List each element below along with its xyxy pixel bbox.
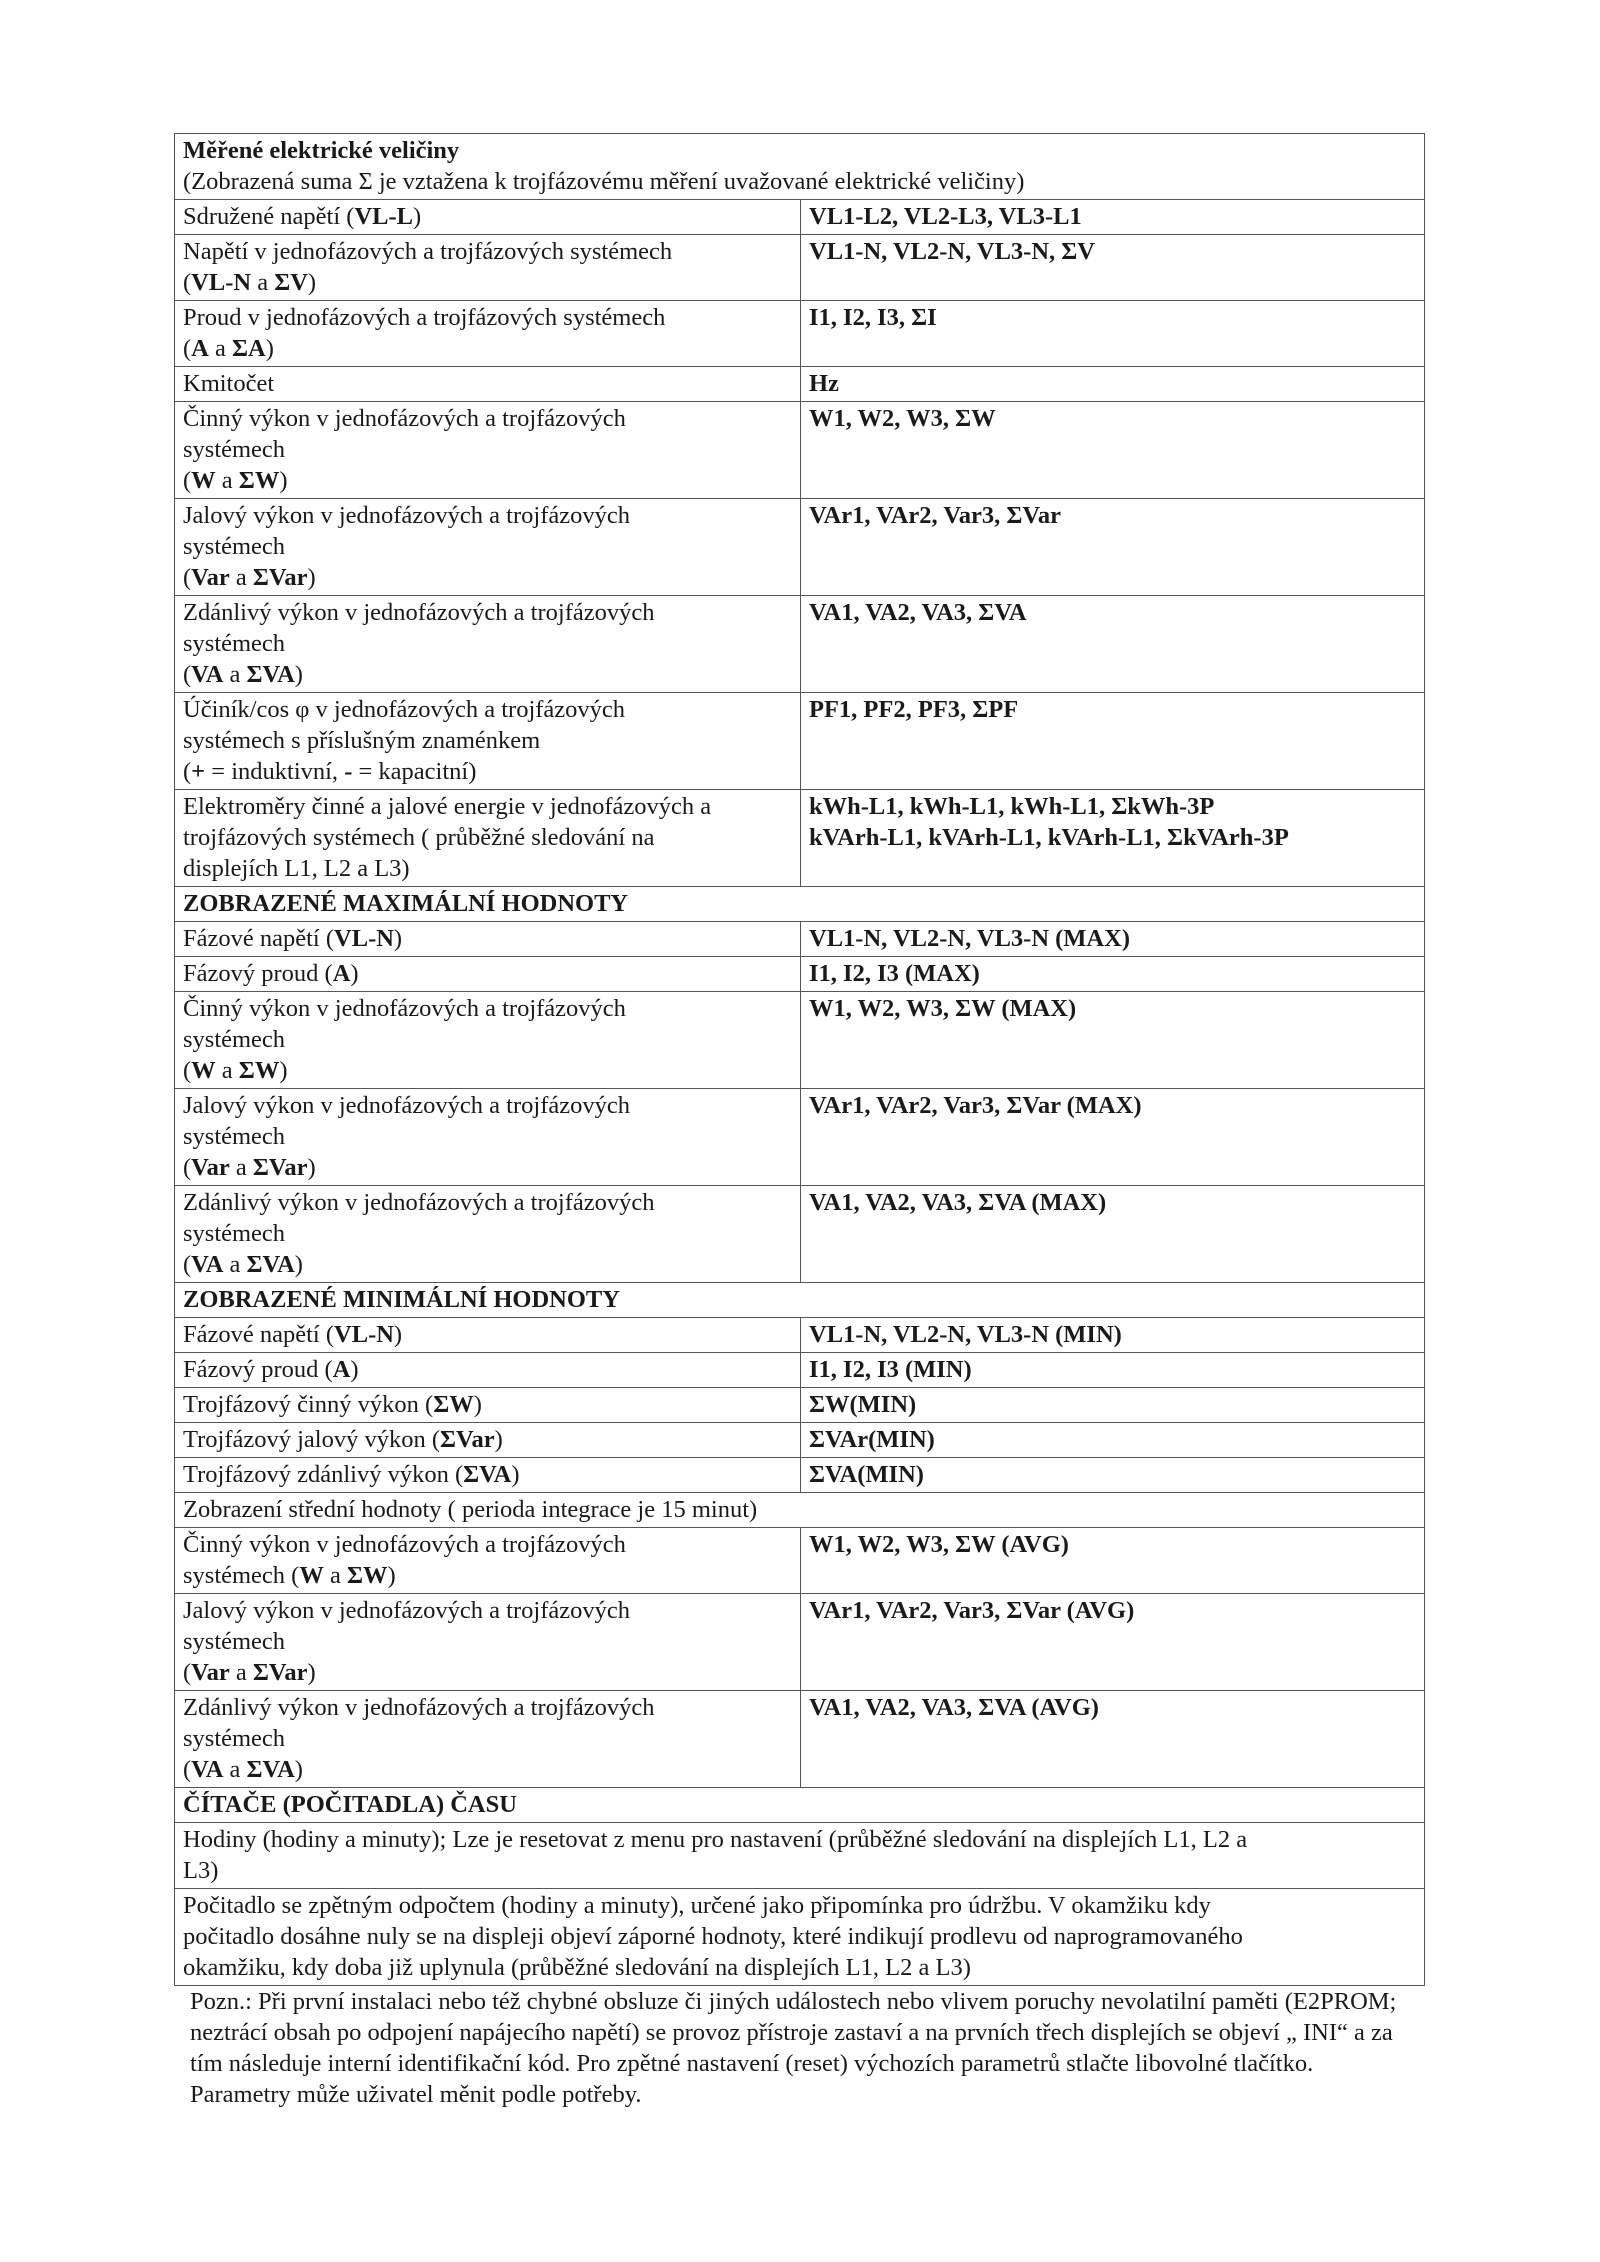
quantity-label-text: ) [350,1356,359,1383]
quantity-label-text: ) [279,1057,288,1084]
quantity-symbol: W [191,1057,216,1084]
quantity-label-text: a [323,1562,347,1589]
table-row [175,1089,1425,1186]
section-heading-avg [175,1493,1425,1528]
quantity-symbol: ΣV [274,269,308,296]
quantity-label-cell [175,235,801,301]
quantity-label-text: Činný výkon v jednofázových a trojfázových systémech ( [183,405,626,494]
quantity-symbol: VA [191,1251,224,1278]
quantity-label-text: a [229,1659,253,1686]
quantity-label-cell [175,1186,801,1283]
quantity-label-text: Proud v jednofázových a trojfázových systémech ( [183,304,666,362]
quantity-symbol: VL-N [334,1321,394,1348]
quantity-label-text: Kmitočet [183,370,275,397]
section-heading-min [175,1283,1425,1318]
header-row [175,134,1425,200]
quantity-symbol: A [191,335,209,362]
quantity-label-text: Trojfázový činný výkon ( [183,1391,434,1418]
quantity-label-text: Zdánlivý výkon v jednofázových a trojfázových systémech ( [183,599,655,688]
header-cell [175,134,1425,200]
quantity-label-text: Trojfázový zdánlivý výkon ( [183,1461,464,1488]
quantity-label-text: ) [307,269,317,296]
quantity-label-cell [175,1089,801,1186]
table-row [175,402,1425,499]
quantity-label-cell [175,1691,801,1788]
quantity-label-cell [175,922,801,957]
quantity-label-cell [175,1353,801,1388]
quantity-symbol: ΣVA [246,1251,295,1278]
section-heading-counters-cell: ČÍTAČE (POČITADLA) ČASU [175,1788,1425,1823]
quantity-label-text: ) [387,1562,396,1589]
quantity-label-text: Zdánlivý výkon v jednofázových a trojfázových systémech ( [183,1189,655,1278]
quantity-label-text: ) [494,1426,503,1453]
quantity-symbol: + [191,758,206,785]
quantity-label-cell [175,1318,801,1353]
quantity-label-text: Jalový výkon v jednofázových a trojfázových systémech ( [183,1597,630,1686]
table-row [175,200,1425,235]
quantity-label-cell [175,499,801,596]
table-row [175,235,1425,301]
quantity-label-cell [175,1388,801,1423]
quantity-value-cell: VA1, VA2, VA3, ΣVA (AVG) [801,1691,1425,1788]
quantity-label-text: a [215,1057,239,1084]
quantity-label-text: ) [393,925,403,952]
counter-description-cell: Počitadlo se zpětným odpočtem (hodiny a minuty), určené jako připomínka pro údržbu. V okamžiku kdy počitadlo dosáhne nuly se na displeji objeví záporné hodnoty, které indikují prodlevu od naprogramovaného okamžiku, kdy doba již uplynula (průběžné sledování na displejích L1, L2 a L3) [175,1889,1425,1986]
section-heading-max [175,887,1425,922]
quantity-label-text: Činný výkon v jednofázových a trojfázových systémech ( [183,995,626,1084]
quantity-symbol: ΣW [238,1057,280,1084]
quantity-label-text: Fázový proud ( [183,960,333,987]
quantity-label-cell [175,402,801,499]
table-row [175,790,1425,887]
table-row [175,1388,1425,1423]
table-row [175,596,1425,693]
table-row [175,1423,1425,1458]
quantity-label-text: = kapacitní) [352,758,477,785]
quantity-value-cell: ΣVA(MIN) [801,1458,1425,1493]
quantity-symbol: Var [191,1154,230,1181]
table-row [175,1353,1425,1388]
quantity-label-cell [175,596,801,693]
table-row [175,1594,1425,1691]
quantity-value-cell: ΣW(MIN) [801,1388,1425,1423]
quantity-symbol: ΣVar [252,564,308,591]
quantity-value-cell: W1, W2, W3, ΣW [801,402,1425,499]
quantity-value-cell: I1, I2, I3, ΣI [801,301,1425,367]
table-row [175,693,1425,790]
quantity-symbol: W [191,467,216,494]
quantity-label-text: ) [307,564,316,591]
table-row [175,1186,1425,1283]
table-row [175,992,1425,1089]
quantity-label-text: a [208,335,232,362]
quantity-label-text: Fázové napětí ( [183,925,335,952]
quantity-label-text: ) [294,1756,303,1783]
quantity-label-text: Jalový výkon v jednofázových a trojfázových systémech ( [183,502,630,591]
quantity-symbol: W [299,1562,324,1589]
quantity-label-text: a [223,1756,247,1783]
quantity-label-cell [175,957,801,992]
section-heading-avg-cell: Zobrazení střední hodnoty ( perioda integrace je 15 minut) [175,1493,1425,1528]
section-heading-counters [175,1788,1425,1823]
counter-description-cell: Hodiny (hodiny a minuty); Lze je resetovat z menu pro nastavení (průběžné sledování na displejích L1, L2 a L3) [175,1823,1425,1889]
quantity-label-text: a [223,661,247,688]
quantity-symbol: VA [191,1756,224,1783]
quantity-value-cell: VL1-L2, VL2-L3, VL3-L1 [801,200,1425,235]
quantity-label-text: ) [412,203,422,230]
quantity-value-cell: W1, W2, W3, ΣW (MAX) [801,992,1425,1089]
quantity-symbol: ΣVar [252,1154,308,1181]
quantity-label-text: a [215,467,239,494]
table-row [175,499,1425,596]
quantity-label-text: Sdružené napětí ( [183,203,355,230]
quantity-label-text: Zdánlivý výkon v jednofázových a trojfázových systémech ( [183,1694,655,1783]
quantity-symbol: ΣW [433,1391,474,1418]
quantity-label-text: Jalový výkon v jednofázových a trojfázových systémech ( [183,1092,630,1181]
quantity-label-text: ) [265,335,274,362]
table-row [175,367,1425,402]
quantity-value-cell: ΣVAr(MIN) [801,1423,1425,1458]
quantity-label-text: a [229,1154,253,1181]
quantity-label-text: ) [294,661,303,688]
quantity-label-text: Účiník/cos φ v jednofázových a trojfázových systémech s příslušným znaménkem ( [183,696,626,785]
table-row [175,1528,1425,1594]
section-heading-max-cell: ZOBRAZENÉ MAXIMÁLNÍ HODNOTY [175,887,1425,922]
quantity-symbol: ΣVar [252,1659,308,1686]
quantity-value-cell: VL1-N, VL2-N, VL3-N (MIN) [801,1318,1425,1353]
quantity-value-cell: kWh-L1, kWh-L1, kWh-L1, ΣkWh-3P kVArh-L1, kVArh-L1, kVArh-L1, ΣkVArh-3P [801,790,1425,887]
quantity-symbol: VL-L [354,203,413,230]
quantity-label-text: Elektroměry činné a jalové energie v jednofázových a trojfázových systémech ( průběžné sledování na displejích L1, L2 a L3) [183,793,712,882]
quantity-value-cell: VL1-N, VL2-N, VL3-N, ΣV [801,235,1425,301]
quantity-label-text: a [251,269,275,296]
quantity-label-cell [175,693,801,790]
quantity-symbol: ΣA [232,335,266,362]
quantity-label-text: ) [393,1321,403,1348]
section-heading-min-cell: ZOBRAZENÉ MINIMÁLNÍ HODNOTY [175,1283,1425,1318]
quantity-symbol: ΣVA [463,1461,512,1488]
quantity-symbol: ΣVA [246,1756,295,1783]
quantity-label-text: Fázový proud ( [183,1356,333,1383]
quantity-label-cell [175,1458,801,1493]
counter-description [175,1823,1425,1889]
quantity-symbol: Var [191,564,230,591]
quantity-label-text: ) [307,1659,316,1686]
quantity-symbol: Var [191,1659,230,1686]
quantity-symbol: ΣW [346,1562,388,1589]
quantity-value-cell: VA1, VA2, VA3, ΣVA (MAX) [801,1186,1425,1283]
quantity-symbol: ΣVar [440,1426,495,1453]
quantity-label-cell [175,301,801,367]
table-row [175,301,1425,367]
quantity-label-cell [175,790,801,887]
table-title: Měřené elektrické veličiny [183,137,460,164]
quantity-label-text: ) [350,960,359,987]
table-row [175,1691,1425,1788]
quantity-label-cell [175,992,801,1089]
quantity-symbol: A [332,1356,351,1383]
quantity-label-text: ) [294,1251,303,1278]
quantity-value-cell: I1, I2, I3 (MAX) [801,957,1425,992]
quantity-symbol: ΣVA [246,661,295,688]
quantity-label-text: a [223,1251,247,1278]
quantity-symbol: VL-N [191,269,252,296]
quantity-symbol: - [344,758,353,785]
quantity-value-cell: VA1, VA2, VA3, ΣVA [801,596,1425,693]
quantity-symbol: VA [191,661,224,688]
quantity-value-cell: VAr1, VAr2, Var3, ΣVar [801,499,1425,596]
quantity-label-text: Napětí v jednofázových a trojfázových systémech ( [183,238,673,296]
quantity-label-cell [175,1594,801,1691]
quantity-label-text: Trojfázový jalový výkon ( [183,1426,440,1453]
measurement-table [174,133,1425,1986]
quantity-value-cell: Hz [801,367,1425,402]
quantity-label-cell [175,367,801,402]
footnote: Pozn.: Při první instalaci nebo též chybné obsluze či jiných událostech nebo vlivem poruchy nevolatilní paměti (E2PROM; neztrácí obsah po odpojení napájecího napětí) se provoz přístroje zastaví a na prvních třech displejích se objeví „ INI“ a za tím následuje interní identifikační kód. Pro zpětné nastavení (reset) výchozích parametrů stlačte libovolné tlačítko. Parametry může uživatel měnit podle potřeby. [190,1988,1397,2108]
table-row [175,1318,1425,1353]
quantity-value-cell: VAr1, VAr2, Var3, ΣVar (MAX) [801,1089,1425,1186]
quantity-value-cell: VAr1, VAr2, Var3, ΣVar (AVG) [801,1594,1425,1691]
table-row [175,1458,1425,1493]
quantity-value-cell: W1, W2, W3, ΣW (AVG) [801,1528,1425,1594]
quantity-label-text: ) [511,1461,520,1488]
counter-description [175,1889,1425,1986]
quantity-symbol: A [332,960,351,987]
quantity-symbol: ΣW [238,467,280,494]
quantity-label-cell [175,200,801,235]
quantity-label-text: ) [279,467,288,494]
quantity-label-text: ) [473,1391,482,1418]
quantity-value-cell: PF1, PF2, PF3, ΣPF [801,693,1425,790]
quantity-label-text: Činný výkon v jednofázových a trojfázových systémech ( [183,1531,626,1589]
quantity-label-text: = induktivní, [205,758,345,785]
quantity-label-text: Fázové napětí ( [183,1321,335,1348]
quantity-value-cell: I1, I2, I3 (MIN) [801,1353,1425,1388]
quantity-label-cell [175,1423,801,1458]
table-row [175,922,1425,957]
quantity-label-text: ) [307,1154,316,1181]
table-subtitle: (Zobrazená suma Σ je vztažena k trojfázovému měření uvažované elektrické veličiny) [183,168,1025,195]
quantity-label-text: a [229,564,253,591]
table-row [175,957,1425,992]
measurement-table-body [175,134,1425,1986]
quantity-symbol: VL-N [334,925,394,952]
quantity-label-cell [175,1528,801,1594]
quantity-value-cell: VL1-N, VL2-N, VL3-N (MAX) [801,922,1425,957]
